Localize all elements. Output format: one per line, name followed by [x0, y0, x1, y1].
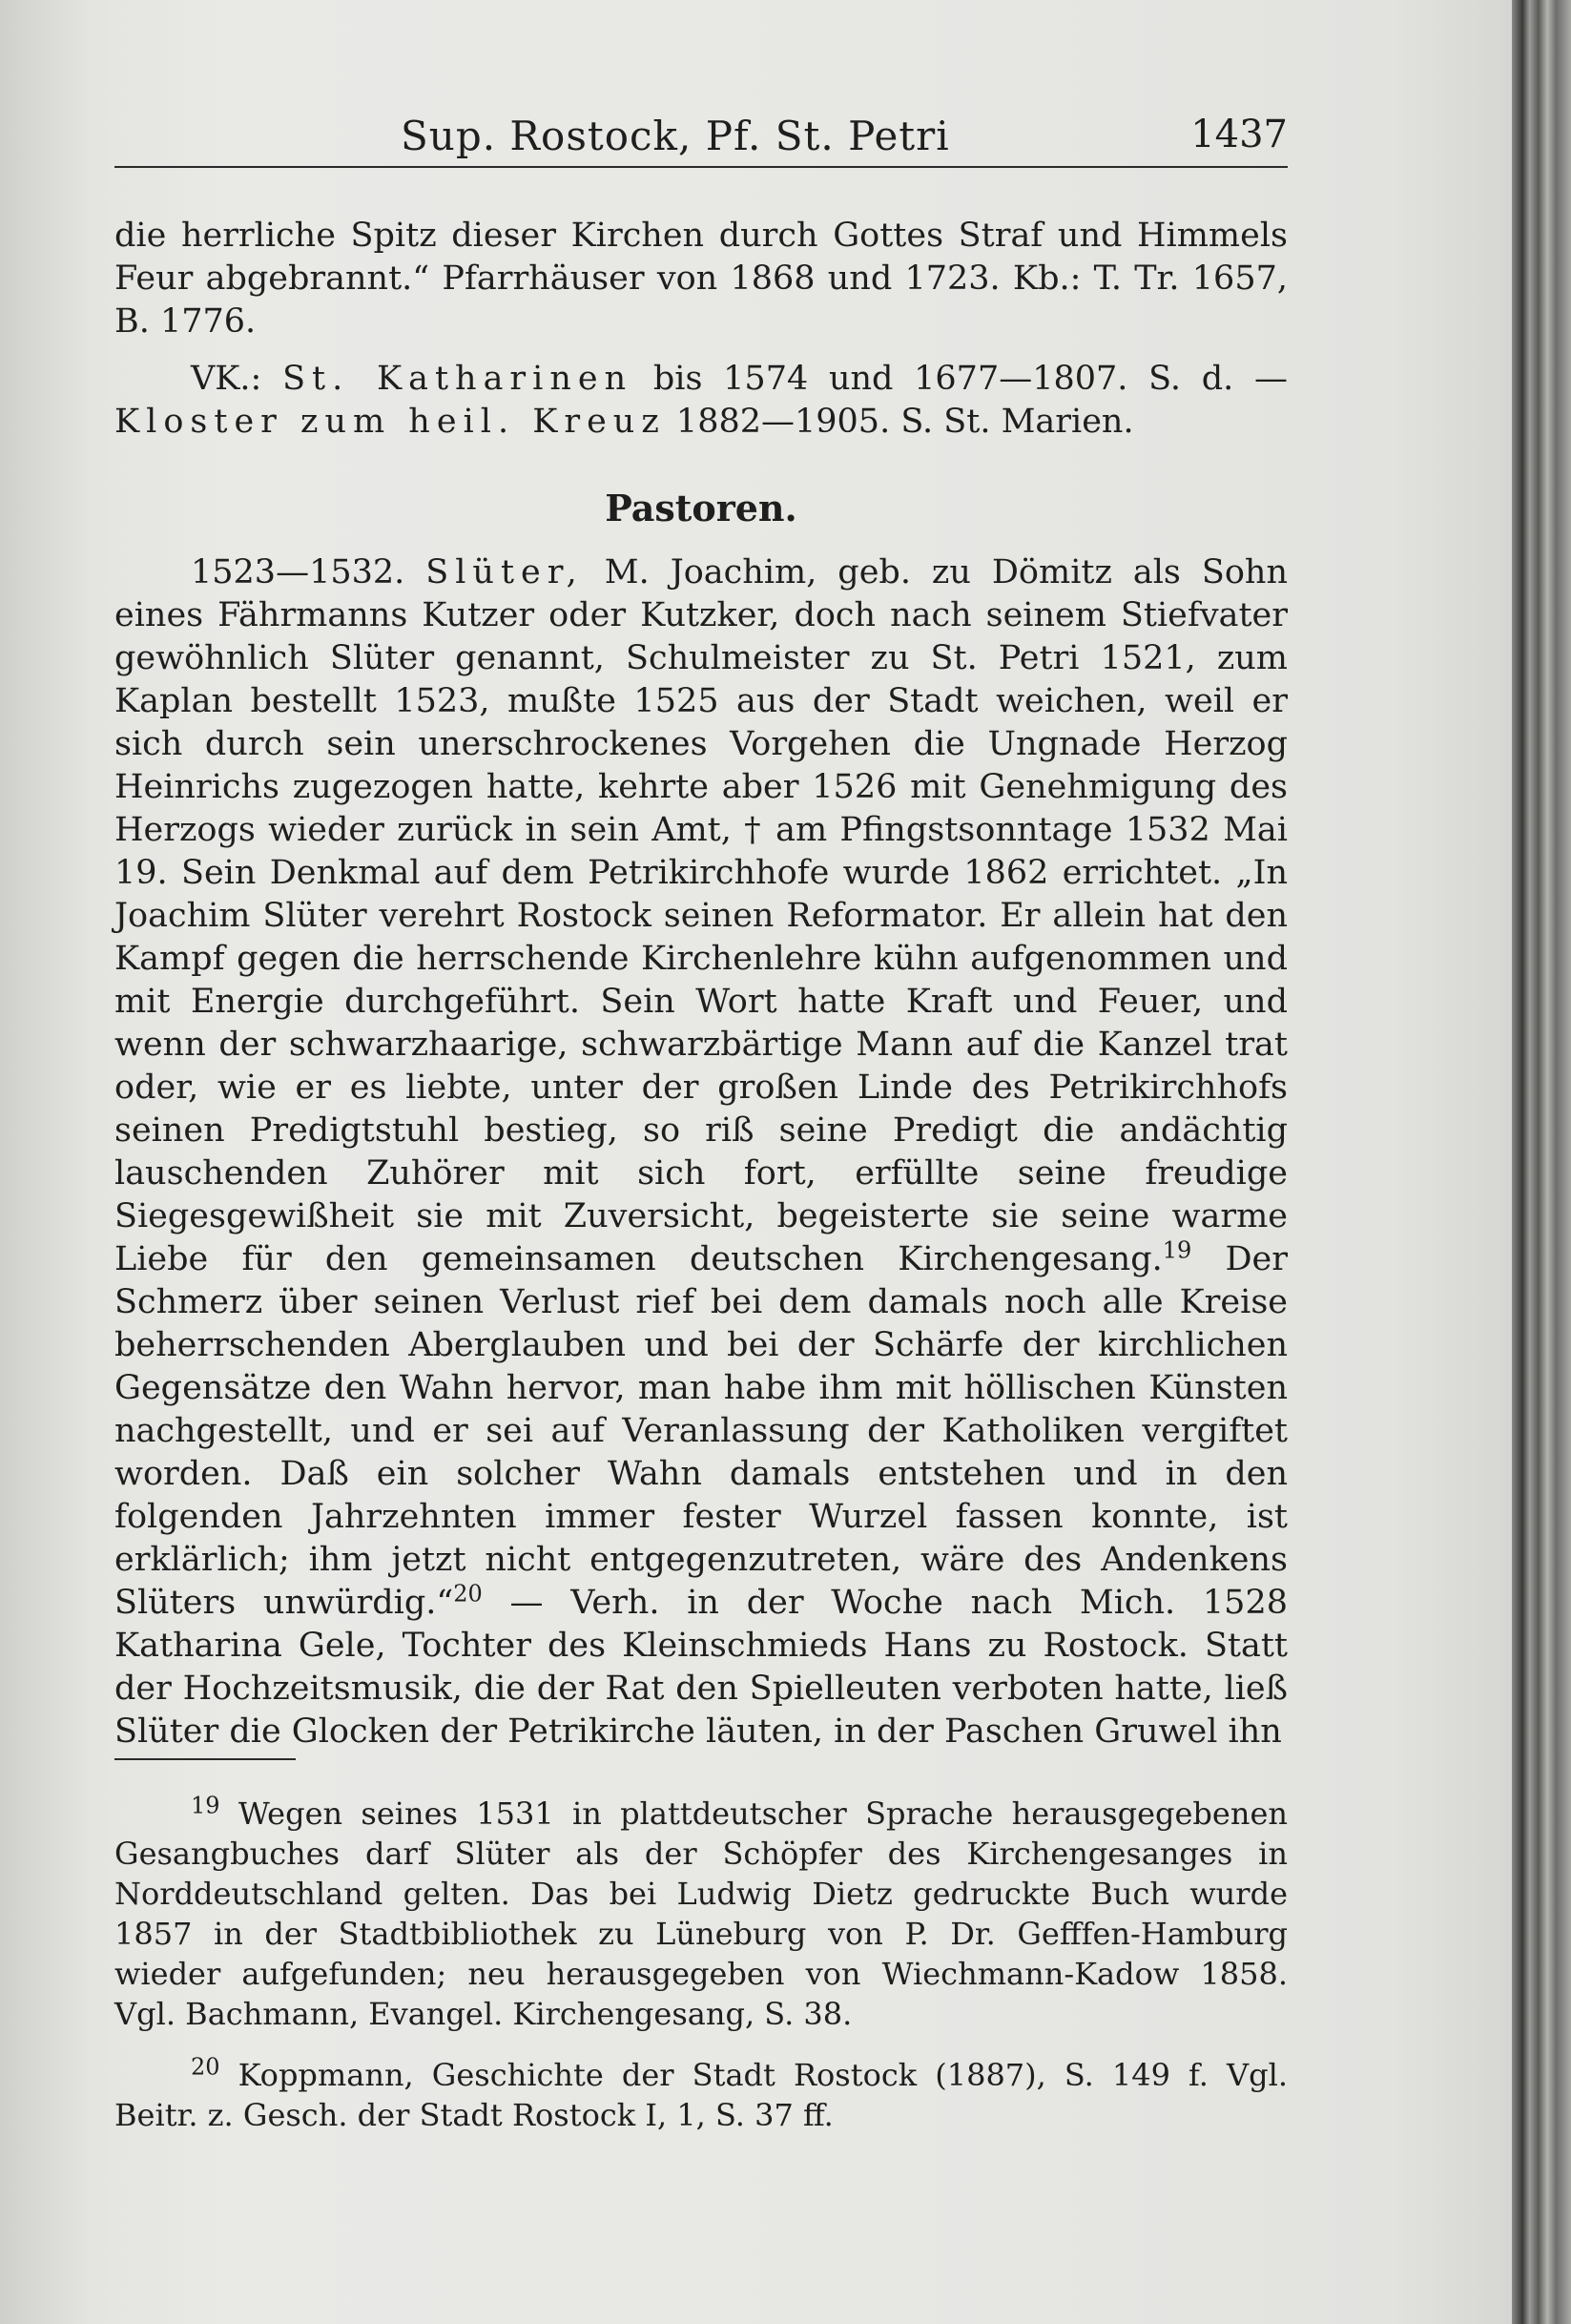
- vk-prefix: VK.:: [191, 360, 262, 398]
- entry-dates: 1523—1532.: [191, 553, 405, 591]
- book-gutter: [1512, 0, 1571, 2324]
- footnote-19: [114, 1794, 1288, 2034]
- footnote-text: Koppmann, Geschichte der Stadt Rostock (1887), S. 149 f. Vgl. Beitr. z. Gesch. der Stadt Rostock I, 1, S. 37 ff.: [114, 2057, 1289, 2133]
- vk-paragraph: [114, 358, 1288, 444]
- footnote-text: Wegen seines 1531 in plattdeutscher Sprache herausgegebenen Gesangbuches darf Slüter als der Schöpfer des Kirchengesanges in Norddeutschland gelten. Das bei Ludwig Dietz gedruckte Buch wurde 1857 in der Stadtbibliothek zu Lüneburg von P. Dr. Gefffen-Hamburg wieder aufgefunden; neu herausgegeben von Wiechmann-Kadow 1858. Vgl. Bachmann, Evangel. Kirchengesang, S. 38.: [114, 1795, 1289, 2032]
- footnote-20: [114, 2055, 1288, 2135]
- footnotes: [114, 1794, 1288, 2156]
- footnote-number: 20: [191, 2053, 220, 2081]
- vk-church-kreuz: Kloster zum heil. Kreuz: [114, 403, 666, 441]
- vk-text-part2: bis 1574 und 1677—1807. S. d. —: [652, 360, 1288, 398]
- section-heading: Pastoren.: [605, 487, 797, 529]
- page-number: 1437: [1190, 113, 1288, 156]
- page-header: [114, 113, 1288, 166]
- pastor-entry: [114, 551, 1288, 1753]
- entry-text-b: Der Schmerz über seinen Verlust rief bei dem damals noch alle Kreise beherrschenden Aberglauben und bei der Schärfe der kirchlichen Gegensätze den Wahn hervor, man habe ihm mit höllischen Künsten nachgestellt, und er sei auf Veranlassung der Katholiken vergiftet worden. Daß ein solcher Wahn damals entstehen und in den folgenden Jahrzehnten immer fester Wurzel fassen konnte, ist erklärlich; ihm jetzt nicht entgegenzutreten, wäre des Andenkens Slüters unwürdig.“: [114, 1240, 1288, 1622]
- entry-text-c: — Verh. in der Woche nach Mich. 1528 Katharina Gele, Tochter des Kleinschmieds Hans zu Rostock. Statt der Hochzeitsmusik, die der Rat den Spielleuten verboten hatte, ließ Slüter die Glocken der Petrikirche läuten, in der Paschen Gruwel ihn: [114, 1584, 1288, 1751]
- continuation-text: die herrliche Spitz dieser Kirchen durch Gottes Straf und Himmels Feur abgebrannt.“ Pfarrhäuser von 1868 und 1723. Kb.: T. Tr. 1657, B. 1776.: [114, 217, 1288, 341]
- vk-text-part3: 1882—1905. S. St. Marien.: [675, 403, 1134, 441]
- footnote-rule: [114, 1758, 296, 1760]
- footnote-number: 19: [191, 1792, 220, 1819]
- header-rule: [114, 166, 1288, 168]
- running-head: Sup. Rostock, Pf. St. Petri: [401, 113, 950, 159]
- footnote-ref-20[interactable]: 20: [453, 1580, 483, 1608]
- entry-text-a: M. Joachim, geb. zu Dömitz als Sohn eines Fährmanns Kutzer oder Kutzker, doch nach seinem Stiefvater gewöhnlich Slüter genannt, Schulmeister zu St. Petri 1521, zum Kaplan bestellt 1523, mußte 1525 aus der Stadt weichen, weil er sich durch sein unerschrockenes Vorgehen die Ungnade Herzog Heinrichs zugezogen hatte, kehrte aber 1526 mit Genehmigung des Herzogs wieder zurück in sein Amt, † am Pfingstsonntage 1532 Mai 19. Sein Denkmal auf dem Petrikirchhofe wurde 1862 errichtet. „In Joachim Slüter verehrt Rostock seinen Reformator. Er allein hat den Kampf gegen die herrschende Kirchenlehre kühn aufgenommen und mit Energie durchgeführt. Sein Wort hatte Kraft und Feuer, und wenn der schwarzhaarige, schwarzbärtige Mann auf die Kanzel trat oder, wie er es liebte, unter der großen Linde des Petrikirchhofs seinen Predigtstuhl bestieg, so riß seine Predigt die andächtig lauschenden Zuhörer mit sich fort, erfüllte seine freudige Siegesgewißheit sie mit Zuversicht, begeisterte sie seine warme Liebe für den gemeinsamen deutschen Kirchengesang.: [114, 553, 1288, 1278]
- vk-church-katharinen: St. Katharinen: [282, 360, 633, 398]
- entry-surname: Slüter,: [425, 553, 584, 591]
- continuation-paragraph: [114, 215, 1288, 343]
- footnote-ref-19[interactable]: 19: [1162, 1236, 1192, 1264]
